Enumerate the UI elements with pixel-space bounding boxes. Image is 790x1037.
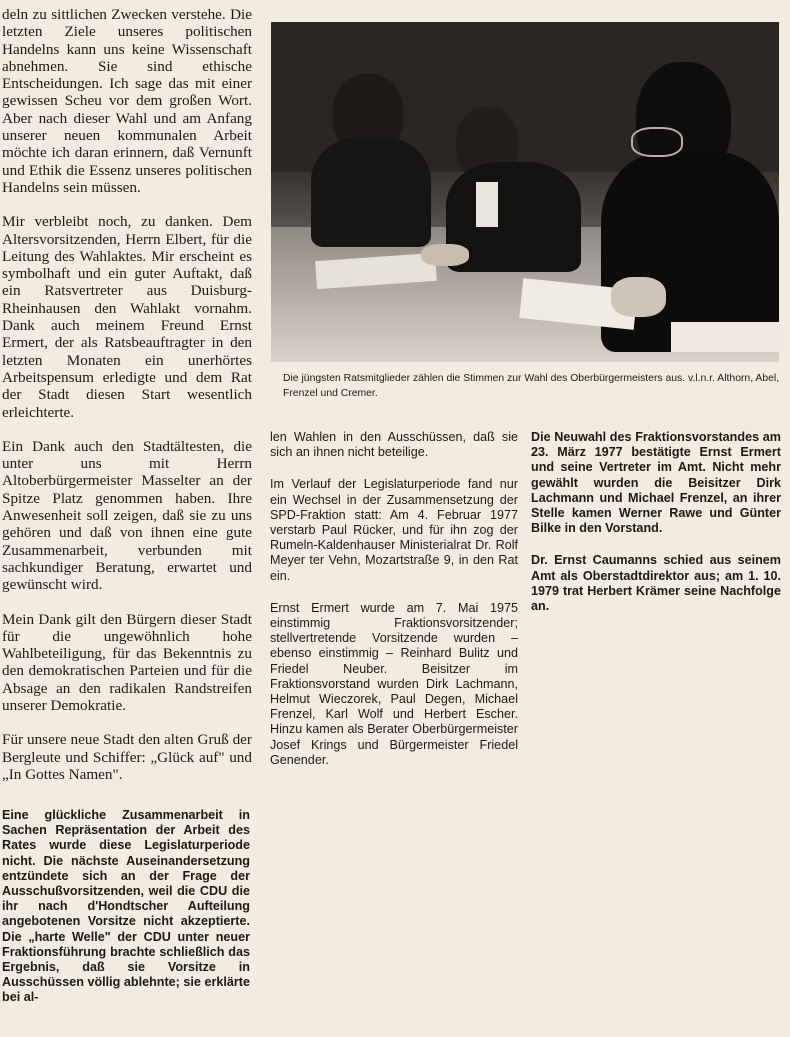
council-members-photo xyxy=(271,22,779,362)
paragraph-glueck-auf: Für unsere neue Stadt den alten Gruß der Bergleute und Schiffer: „Glück auf" und „In Gottes Namen". xyxy=(2,731,252,783)
paragraph-thanks-stadtaelteste: Ein Dank auch den Stadtältesten, die unter uns mit Herrn Altoberbürgermeister Masselter an der Spitze Platz genommen haben. Ihre Anwesenheit soll zeigen, daß sie zu uns gehören und daß von ihnen eine gute Zusammenarbeit, verbunden mit sachkundiger Beratung, erwartet und gewünscht wird. xyxy=(2,437,252,594)
paragraph-ethics: deln zu sittlichen Zwecken verstehe. Die letzten Ziele unseres politischen Handelns kann uns keine Wissenschaft abnehmen. Sie sind ethische Entscheidungen. Ich sage das mit einer gewissen Scheu vor dem großen Wort. Aber nach dieser Wahl und am Anfang unserer neuen kommunalen Arbeit möchte ich daran erinnern, daß Vernunft und Ethik die Essenz unseres politischen Handelns sein müssen. xyxy=(2,6,252,196)
paragraph-ausschuesse: len Wahlen in den Ausschüssen, daß sie sich an ihnen nicht beteilige. xyxy=(270,430,518,460)
paragraph-neuwahl-1977: Die Neuwahl des Fraktionsvorstandes am 23. März 1977 bestätigte Ernst Ermert und seine Vertreter im Amt. Nicht mehr gewählt wurden die Beisitzer Dirk Lachmann und Michael Frenzel, an ihrer Stelle kamen Werner Rawe und Günter Bilke in den Vorstand. xyxy=(531,430,781,536)
paragraph-zusammenarbeit: Eine glückliche Zusammenarbeit in Sachen Repräsentation der Arbeit des Rates wurde diese Legislaturperiode nicht. Die nächste Auseinandersetzung entzündete sich an der Frage der Ausschußvorsitzenden, weil die CDU die ihr nach d'Hondtscher Aufteilung angebotenen Vorsitze nicht akzeptierte. Die „harte Welle" der CDU unter neuer Fraktionsführung brachte schließlich das Ergebnis, daß sie Vorsitze in Ausschüssen völlig ablehnte; sie erklärte bei al- xyxy=(2,808,250,1005)
left-text-column xyxy=(2,6,252,800)
left-bold-column xyxy=(2,808,250,1006)
paragraph-fraktionsvorstand-1975: Ernst Ermert wurde am 7. Mai 1975 einstimmig Fraktionsvorsitzender; stellvertretende Vorsitzende wurden – ebenso einstimmig – Reinhard Bulitz und Friedel Neuber. Beisitzer im Fraktionsvorstand wurden Dirk Lachmann, Helmut Wieczorek, Paul Degen, Michael Frenzel, Karl Wolf und Herbert Escher. Hinzu kamen als Berater Oberbürgermeister Josef Krings und Bürgermeister Friedel Genender. xyxy=(270,600,518,767)
paragraph-thanks-buerger: Mein Dank gilt den Bürgern dieser Stadt für die ungewöhnlich hohe Wahlbeteiligung, für das Bekenntnis zu den demokratischen Parteien und für die Absage an den radikalen Randstreifen unserer Demokratie. xyxy=(2,610,252,714)
right-text-column xyxy=(531,430,781,614)
paragraph-wechsel-spd-fraktion: Im Verlauf der Legislaturperiode fand nur ein Wechsel in der Zusammensetzung der SPD-Fraktion statt: Am 4. Februar 1977 verstarb Paul Rücker, und für ihn zog der Rumeln-Kaldenhauser Ministerialrat Dr. Rolf Meyer ter Vehn, Mozartstraße 9, in den Rat ein. xyxy=(270,477,518,583)
paragraph-thanks-elbert-ermert: Mir verbleibt noch, zu danken. Dem Altersvorsitzenden, Herrn Elbert, für die Leitung des Wahlaktes. Mir erscheint es symbolhaft und ein guter Auftakt, daß ein Ratsvertreter aus Duisburg-Rheinhausen den Wahlakt vornahm. Dank auch meinem Freund Ernst Ermert, der als Ratsbeauftragter in den letzten Monaten ein unerhörtes Arbeitspensum erledigte und dem Rat der Stadt diesen Start wesentlich erleichterte. xyxy=(2,213,252,421)
paragraph-oberstadtdirektor: Dr. Ernst Caumanns schied aus seinem Amt als Oberstadtdirektor aus; am 1. 10. 1979 trat Herbert Krämer seine Nachfolge an. xyxy=(531,553,781,614)
photo-caption: Die jüngsten Ratsmitglieder zählen die Stimmen zur Wahl des Oberbürgermeisters aus. v.l.n.r. Althorn, Abel, Frenzel und Cremer. xyxy=(283,373,780,399)
middle-text-column xyxy=(270,430,518,768)
